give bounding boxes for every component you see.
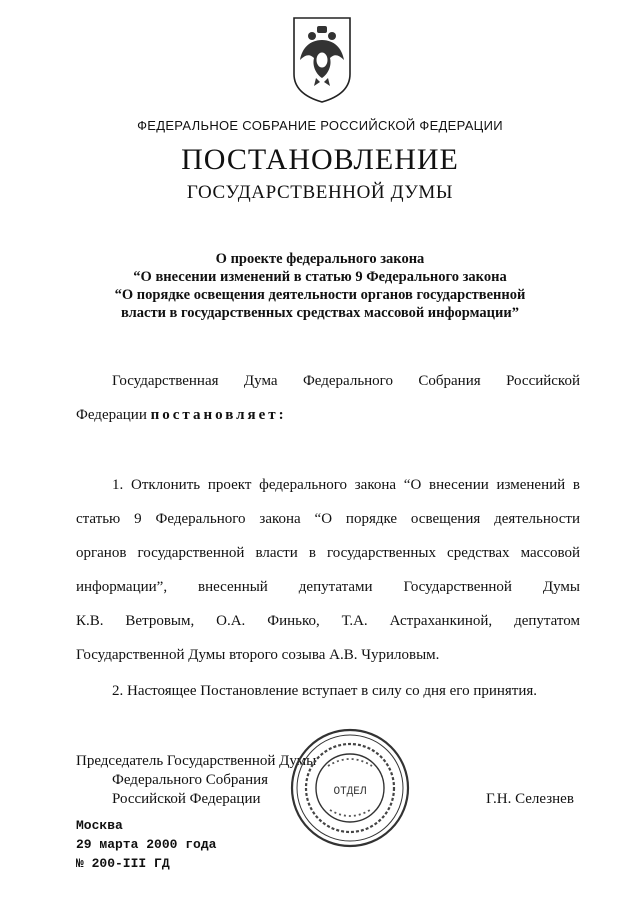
footer-block xyxy=(76,816,216,873)
paragraph-line: Государственная Дума Федерального Собрания Российской xyxy=(112,373,580,389)
item1-paragraph xyxy=(76,468,580,672)
seal-center-text: ОТДЕЛ xyxy=(333,786,367,798)
paragraph-line: органов государственной власти в государственных средствах массовой xyxy=(76,545,580,561)
footer-number: № 200-III ГД xyxy=(76,856,170,871)
org-name: ФЕДЕРАЛЬНОЕ СОБРАНИЕ РОССИЙСКОЙ ФЕДЕРАЦИИ xyxy=(137,118,503,133)
about-block xyxy=(80,250,560,322)
signature-position-line: Федерального Собрания xyxy=(112,772,269,788)
document-subtitle: ГОСУДАРСТВЕННОЙ ДУМЫ xyxy=(186,182,454,203)
signature-position-line: Председатель Государственной Думы xyxy=(76,753,317,769)
about-line: О проекте федерального закона xyxy=(215,251,425,267)
signature-position-line: Российской Федерации xyxy=(112,791,261,807)
paragraph-line: статью 9 Федерального закона “О порядке освещения деятельности xyxy=(76,511,580,527)
paragraph-line: К.В. Ветровым, О.А. Финько, Т.А. Астраханкиной, депутатом xyxy=(76,613,580,629)
preamble-paragraph xyxy=(76,364,580,432)
decree-word: постановляет: xyxy=(150,407,287,423)
paragraph-line: информации”, внесенный депутатами Государственной Думы xyxy=(76,579,580,595)
round-official-seal-icon xyxy=(288,726,412,850)
preamble-start: Федерации xyxy=(76,407,151,423)
footer-city: Москва xyxy=(76,818,123,833)
about-line: “О порядке освещения деятельности органов государственной xyxy=(114,287,526,303)
item2-paragraph xyxy=(76,674,580,708)
paragraph-line xyxy=(76,398,580,432)
signatory-name: Г.Н. Селезнев xyxy=(486,791,574,807)
double-headed-eagle-emblem-icon xyxy=(290,14,354,106)
footer-date: 29 марта 2000 года xyxy=(76,837,217,852)
paragraph-line: 2. Настоящее Постановление вступает в силу со дня его принятия. xyxy=(112,683,538,699)
about-line: власти в государственных средствах массовой информации” xyxy=(121,305,519,321)
paragraph-line: 1. Отклонить проект федерального закона “О внесении изменений в xyxy=(112,477,580,493)
document-title: ПОСТАНОВЛЕНИЕ xyxy=(181,143,459,176)
paragraph-line: Государственной Думы второго созыва А.В. Чуриловым. xyxy=(76,647,440,663)
about-line: “О внесении изменений в статью 9 Федерального закона xyxy=(133,269,507,285)
